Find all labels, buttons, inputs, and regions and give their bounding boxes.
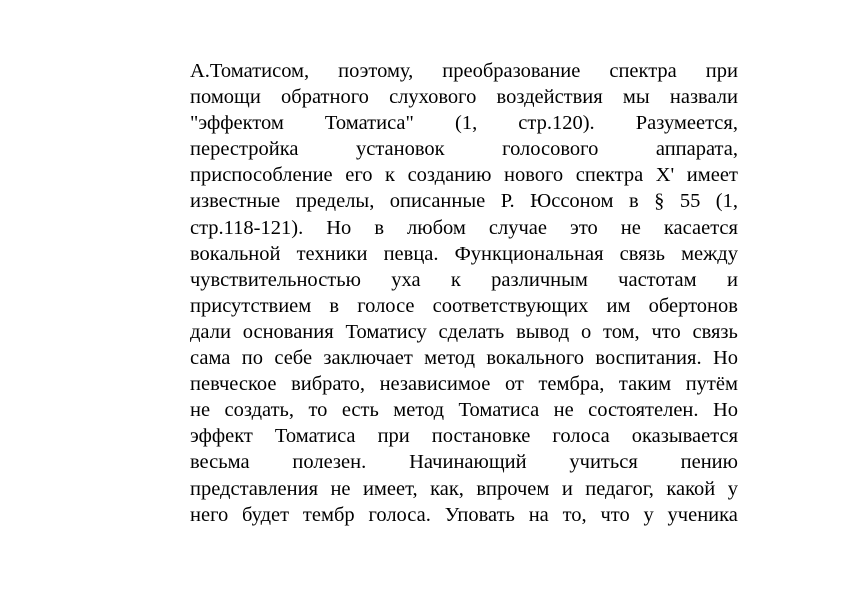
word: техники	[296, 242, 368, 265]
word: создать,	[224, 399, 295, 422]
word: у	[643, 503, 654, 526]
word: вибрато,	[291, 373, 366, 396]
word: Уповать	[444, 503, 515, 526]
word: оказывается	[631, 425, 738, 448]
word: в	[628, 190, 639, 213]
body-text	[190, 58, 738, 528]
word: §	[654, 190, 665, 213]
word: вокальной	[190, 242, 281, 265]
word: случае	[488, 216, 547, 239]
word: при	[377, 425, 410, 448]
text-line	[190, 293, 738, 319]
word: Р.	[500, 190, 515, 213]
word: перестройка	[190, 138, 299, 161]
word: то,	[562, 503, 587, 526]
word: метод	[393, 399, 445, 422]
word: учиться	[569, 451, 638, 474]
word: есть	[341, 399, 379, 422]
text-line	[190, 319, 738, 345]
word: голоса	[552, 425, 610, 448]
word: Х'	[655, 164, 675, 187]
word: Томатису	[345, 320, 427, 343]
word: и	[726, 268, 738, 291]
word: Функциональная	[454, 242, 604, 265]
word: известные	[190, 190, 281, 213]
word: при	[705, 60, 738, 82]
word: будет	[242, 503, 290, 526]
text-line	[190, 110, 738, 136]
word: Томатиса	[458, 399, 540, 422]
word: спектра	[609, 60, 677, 82]
word: что	[600, 503, 630, 526]
word: сама	[190, 347, 231, 370]
text-line	[190, 58, 738, 84]
word: поэтому,	[338, 60, 414, 82]
word: описанные	[389, 190, 486, 213]
word: Но	[326, 216, 352, 239]
word: между	[681, 242, 738, 265]
word: любом	[407, 216, 466, 239]
word: установок	[356, 138, 445, 161]
word: (1,	[715, 190, 738, 213]
word: им	[606, 294, 631, 317]
word: обертонов	[648, 294, 738, 317]
word: и	[561, 477, 573, 500]
word: тембра,	[538, 373, 605, 396]
word: на	[528, 503, 549, 526]
word: по	[241, 347, 263, 370]
word: голоса.	[368, 503, 431, 526]
word: от	[504, 373, 524, 396]
text-line	[190, 136, 738, 162]
word: А.Томатисом,	[190, 60, 310, 82]
text-line	[190, 345, 738, 371]
word: спектра	[575, 164, 644, 187]
word: впрочем	[476, 477, 550, 500]
word: Но	[712, 399, 738, 422]
word: эффект	[190, 425, 253, 448]
word: созданию	[407, 164, 492, 187]
word: касается	[663, 216, 738, 239]
word: основания	[242, 320, 334, 343]
word: какой	[666, 477, 716, 500]
word: в	[329, 294, 340, 317]
word: голосе	[357, 294, 415, 317]
text-line	[190, 476, 738, 502]
word: связь	[619, 242, 665, 265]
word: преобразование	[442, 60, 581, 82]
word: вокального	[486, 347, 585, 370]
word: не	[190, 399, 211, 422]
word: соответствующих	[432, 294, 589, 317]
text-line	[190, 241, 738, 267]
text-line	[190, 84, 738, 110]
text-line	[190, 397, 738, 423]
word: независимое	[379, 373, 491, 396]
word: связь	[692, 320, 738, 343]
word: полезен.	[292, 451, 367, 474]
text-line	[190, 449, 738, 475]
word: к	[385, 164, 396, 187]
text-line	[190, 267, 738, 293]
word: его	[345, 164, 373, 187]
word: различным	[491, 268, 588, 291]
text-line	[190, 371, 738, 397]
word: заключает	[323, 347, 413, 370]
word: певческое	[190, 373, 277, 396]
word: имеет	[686, 164, 738, 187]
word: сделать	[438, 320, 505, 343]
word: представления	[190, 477, 318, 500]
word: что	[651, 320, 681, 343]
word: метод	[424, 347, 476, 370]
word: (1,	[455, 112, 478, 135]
word: помощи	[190, 86, 261, 109]
word: путём	[685, 373, 738, 396]
text-line	[190, 423, 738, 449]
word: присутствием	[190, 294, 312, 317]
word: имеет,	[362, 477, 418, 500]
text-line	[190, 162, 738, 188]
word: вывод	[516, 320, 570, 343]
text-line	[190, 215, 738, 241]
text-line	[190, 502, 738, 528]
word: приспособление	[190, 164, 333, 187]
word: Томатиса	[274, 425, 356, 448]
word: 55	[679, 190, 701, 213]
word: постановке	[431, 425, 531, 448]
word: таким	[618, 373, 672, 396]
word: назвали	[669, 86, 738, 109]
word: у	[727, 477, 738, 500]
word: певца.	[383, 242, 439, 265]
word: чувствительностью	[190, 268, 361, 291]
word: слухового	[389, 86, 477, 109]
word: том,	[603, 320, 640, 343]
word: весьма	[190, 451, 250, 474]
word: себе	[274, 347, 313, 370]
word: стр.118-121).	[190, 216, 304, 239]
word: частотам	[618, 268, 697, 291]
word: ученика	[667, 503, 738, 526]
word: обратного	[281, 86, 369, 109]
word: аппарата,	[655, 138, 738, 161]
word: Но	[712, 347, 738, 370]
word: в	[374, 216, 385, 239]
word: не	[620, 216, 641, 239]
word: воздействия	[496, 86, 603, 109]
word: Начинающий	[409, 451, 527, 474]
word: как,	[430, 477, 464, 500]
word: не	[553, 399, 574, 422]
word: "эффектом	[190, 112, 284, 135]
word: уха	[391, 268, 421, 291]
word: Юссоном	[530, 190, 614, 213]
word: то	[308, 399, 328, 422]
word: пению	[680, 451, 738, 474]
word: мы	[622, 86, 650, 109]
word: Томатиса"	[324, 112, 414, 135]
text-line	[190, 188, 738, 214]
word: дали	[190, 320, 231, 343]
word: к	[450, 268, 461, 291]
word: Разумеется,	[635, 112, 738, 135]
word: стр.120).	[518, 112, 595, 135]
word: тембр	[302, 503, 355, 526]
word: голосового	[502, 138, 599, 161]
word: него	[190, 503, 229, 526]
word: не	[330, 477, 351, 500]
word: педагог,	[585, 477, 654, 500]
word: пределы,	[295, 190, 375, 213]
word: это	[570, 216, 598, 239]
word: нового	[504, 164, 564, 187]
word: о	[580, 320, 592, 343]
word: состоятелен.	[588, 399, 699, 422]
word: воспитания.	[595, 347, 702, 370]
